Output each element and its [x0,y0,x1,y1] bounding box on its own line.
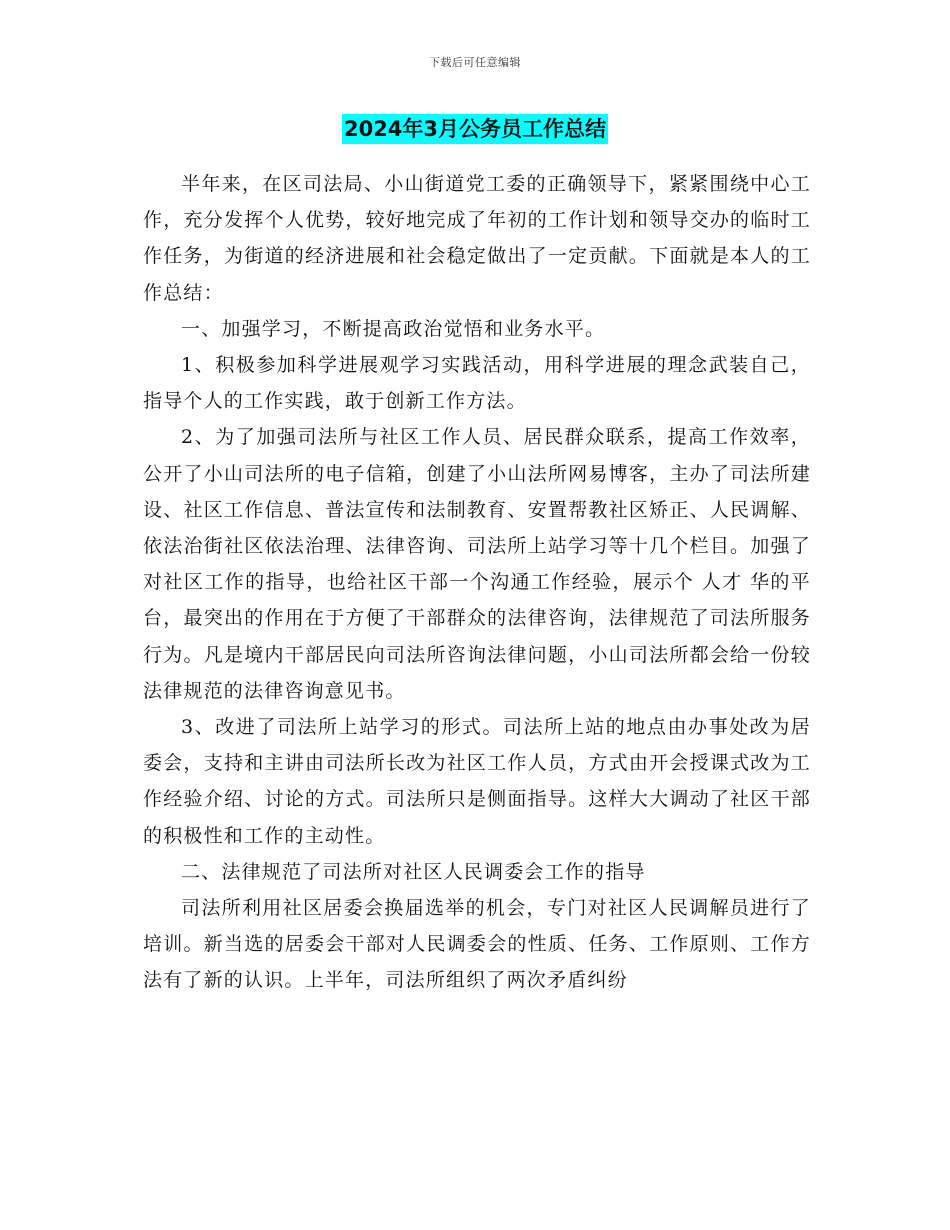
title-wrap [0,114,950,144]
section-heading-1: 一、加强学习，不断提高政治觉悟和业务水平。 [181,317,606,340]
header-note: 下载后可任意编辑 [429,56,521,69]
paragraph-item-3: 3、改进了司法所上站学习的形式。司法所上站的地点由办事处改为居委会，支持和主讲由司法所长改为社区工作人员，方式由开会授课式改为工作经验介绍、讨论的方式。司法所只是侧面指导。这样大大调动了社区干部的积极性和工作的主动性。 [143,716,811,847]
paragraph-item-1: 1、积极参加科学进展观学习实践活动，用科学进展的理念武装自己，指导个人的工作实践，敢于创新工作方法。 [143,354,811,413]
document-body [143,166,811,999]
document-title: 2024年3月公务员工作总结 [342,114,608,144]
section-heading-2: 二、法律规范了司法所对社区人民调委会工作的指导 [181,860,646,883]
paragraph-item-2: 2、为了加强司法所与社区工作人员、居民群众联系，提高工作效率，公开了小山司法所的电子信箱，创建了小山法所网易博客，主办了司法所建设、社区工作信息、普法宣传和法制教育、安置帮教社区矫正、人民调解、依法治街社区依法治理、法律咨询、司法所上站学习等十几个栏目。加强了对社区工作的指导，也给社区干部一个沟通工作经验，展示个 人才 华的平台，最突出的作用在于方便了干部群众的法律咨询，法律规范了司法所服务行为。凡是境内干部居民向司法所咨询法律问题，小山司法所都会给一份较法律规范的法律咨询意见书。 [143,426,811,702]
paragraph-section-2: 司法所利用社区居委会换届选举的机会，专门对社区人民调解员进行了培训。新当选的居委会干部对人民调委会的性质、任务、工作原则、工作方法有了新的认识。上半年，司法所组织了两次矛盾纠纷 [143,897,811,992]
paragraph-intro: 半年来，在区司法局、小山街道党工委的正确领导下，紧紧围绕中心工作，充分发挥个人优势，较好地完成了年初的工作计划和领导交办的临时工作任务，为街道的经济进展和社会稳定做出了一定贡献。下面就是本人的工作总结： [143,173,811,304]
